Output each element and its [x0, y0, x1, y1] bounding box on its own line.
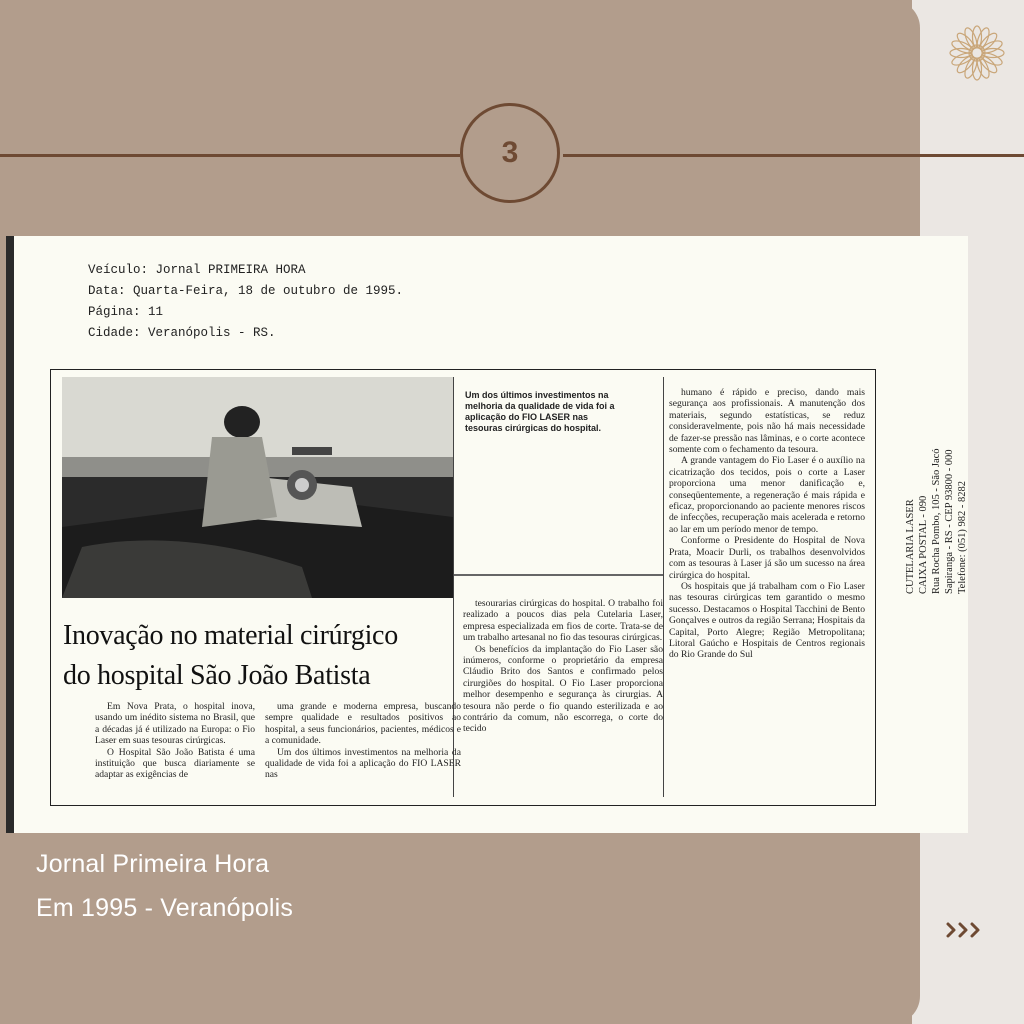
article-photo — [62, 377, 453, 598]
headline-line-2: do hospital São João Batista — [63, 660, 371, 691]
article-column-4 — [669, 387, 865, 661]
paragraph: O Hospital São João Batista é uma instituição que busca diariamente se adaptar as exigências de — [95, 746, 255, 781]
paragraph: Um dos últimos investimentos na melhoria da qualidade de vida foi a aplicação do FIO LASER nas — [265, 746, 461, 781]
meta-page: Página: 11 — [88, 305, 164, 319]
newspaper-clipping — [6, 236, 968, 833]
sun-flower-icon — [946, 22, 1008, 84]
page-number: 3 — [501, 136, 519, 169]
paragraph: Os benefícios da implantação do Fio Laser são inúmeros, conforme o proprietário da empresa Cláudio Brito dos Santos e confirmado pelos cirurgiões do hospital. O Fio Laser proporciona melhor desempenho e segurança às cirurgias. A tesoura não perde o fio quando esterilizada e ao contrário da comum, não escorrega, o corte do tecido — [463, 643, 663, 735]
paragraph: Os hospitais que já trabalham com o Fio Laser nas tesouras cirúrgicas tem garantido o mesmo sucesso. Destacamos o Hospital Tacchini de Bento Gonçalves e outros da região Serrana; Hospitais da Capital, Porto Alegre; Região Metropolitana; Litoral Gaúcho e Hospitais de Centros regionais do Rio Grande do Sul — [669, 580, 865, 661]
paragraph: uma grande e moderna empresa, buscando sempre qualidade e resultados positivos ao hospital, a seus funcionários, pacientes, médicos e a comunidade. — [265, 701, 461, 747]
stamp-line: CAIXA POSTAL - 090 — [918, 495, 929, 594]
stamp-line: CUTELARIA LASER — [905, 499, 916, 594]
company-stamp — [904, 448, 968, 594]
paragraph: humano é rápido e preciso, dando mais segurança aos profissionais. A manutenção dos materiais, segundo estatísticas, se reduz consideravelmente, pois não há mais necessidade de fazer-se pressão nas lâminas, e o corte acontece somente com o fechamento da tesoura. — [669, 387, 865, 456]
paragraph: tesourarias cirúrgicas do hospital. O trabalho foi realizado a poucos dias pela Cutelaria Laser, empresa especializada em fios de corte. Trata-se de um trabalho artesanal no fio das tesouras cirúrgicas. — [463, 598, 663, 644]
meta-date: Data: Quarta-Feira, 18 de outubro de 1995. — [88, 284, 404, 298]
clipping-metadata — [88, 260, 403, 344]
article-column-1 — [95, 701, 255, 781]
paragraph: Em Nova Prata, o hospital inova, usando um inédito sistema no Brasil, que a décadas já é utilizado na Europa: o Fio Laser em suas tesouras cirúrgicas. — [95, 701, 255, 747]
triple-chevron-right-icon — [944, 918, 988, 942]
caption-title-line-1: Jornal Primeira Hora — [36, 850, 270, 878]
stamp-line: Rua Rocha Pombo, 105 - São Jacó — [931, 448, 942, 594]
stamp-line: Sapiranga - RS - CEP 93800 - 000 — [944, 449, 955, 594]
meta-city: Cidade: Veranópolis - RS. — [88, 326, 276, 340]
divider-line-right — [563, 154, 1024, 157]
divider-line-left — [0, 154, 460, 157]
article-column-2 — [265, 701, 461, 781]
paragraph: A grande vantagem do Fio Laser é o auxílio na cicatrização dos tecidos, pois o corte a Laser proporciona uma menor danificação e, conseqüentemente, a regeneração é mais rápida e eficaz, proporcionando ao paciente menores riscos de infecções, recuperação mais acelerada e retorno ao lar em um período menor de tempo. — [669, 455, 865, 535]
article-box — [50, 369, 876, 806]
next-page-button[interactable] — [944, 918, 988, 948]
caption-rule — [453, 574, 663, 576]
article-column-3 — [463, 598, 663, 735]
caption-title-line-2: Em 1995 - Veranópolis — [36, 894, 294, 922]
headline-line-1: Inovação no material cirúrgico — [63, 620, 398, 651]
article-headline — [63, 616, 463, 696]
stamp-line: Telefone: (051) 982 - 8282 — [957, 481, 968, 594]
column-rule — [663, 377, 664, 797]
paragraph: Conforme o Presidente do Hospital de Nova Prata, Moacir Durli, os trabalhos desenvolvidos com as tesouras à Laser já são um sucesso na área cirúrgica do hospital. — [669, 535, 865, 581]
meta-vehicle: Veículo: Jornal PRIMEIRA HORA — [88, 263, 306, 277]
stamp-text — [904, 448, 968, 594]
page-number-badge — [460, 103, 560, 203]
photo-caption: Um dos últimos investimentos na melhoria da qualidade de vida foi a aplicação do FIO LASER nas tesouras cirúrgicas do hospital. — [465, 390, 615, 433]
scan-edge — [6, 236, 14, 833]
